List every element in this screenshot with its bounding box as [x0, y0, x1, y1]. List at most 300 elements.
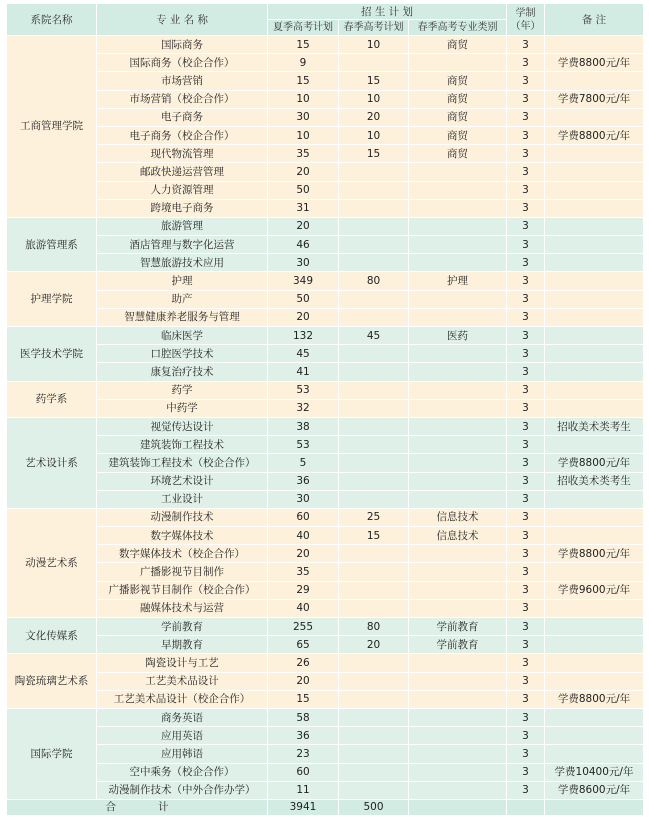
spring-category — [409, 581, 507, 599]
dept-name: 动漫艺术系 — [7, 508, 97, 617]
remark — [545, 108, 644, 126]
summer-plan: 60 — [268, 508, 339, 526]
spring-plan — [339, 54, 409, 72]
summer-plan: 20 — [268, 163, 339, 181]
study-years: 3 — [507, 327, 545, 345]
major-name: 广播影视节目制作 — [97, 563, 268, 581]
remark — [545, 327, 644, 345]
spring-category — [409, 745, 507, 763]
spring-plan — [339, 308, 409, 326]
spring-plan — [339, 454, 409, 472]
remark — [545, 217, 644, 235]
spring-plan — [339, 363, 409, 381]
remark — [545, 363, 644, 381]
spring-plan — [339, 563, 409, 581]
major-name: 人力资源管理 — [97, 181, 268, 199]
major-name: 邮政快递运营管理 — [97, 163, 268, 181]
major-name: 临床医学 — [97, 327, 268, 345]
study-years: 3 — [507, 745, 545, 763]
summer-plan: 65 — [268, 636, 339, 654]
table-row — [7, 745, 644, 763]
total-label: 合 计 — [7, 799, 268, 815]
summer-plan: 15 — [268, 36, 339, 54]
table-row — [7, 272, 644, 290]
summer-plan: 20 — [268, 672, 339, 690]
study-years: 3 — [507, 72, 545, 90]
table-row — [7, 527, 644, 545]
major-name: 陶瓷设计与工艺 — [97, 654, 268, 672]
table-row — [7, 636, 644, 654]
summer-plan: 255 — [268, 618, 339, 636]
table-row — [7, 145, 644, 163]
remark — [545, 745, 644, 763]
table-row — [7, 54, 644, 72]
table-row — [7, 163, 644, 181]
table-row — [7, 472, 644, 490]
spring-category — [409, 708, 507, 726]
table-row — [7, 199, 644, 217]
table-row — [7, 308, 644, 326]
table-row — [7, 436, 644, 454]
summer-plan: 40 — [268, 527, 339, 545]
spring-category: 商贸 — [409, 126, 507, 144]
spring-category — [409, 254, 507, 272]
major-name: 应用英语 — [97, 727, 268, 745]
study-years: 3 — [507, 436, 545, 454]
summer-plan: 10 — [268, 90, 339, 108]
study-years: 3 — [507, 781, 545, 799]
remark — [545, 272, 644, 290]
spring-category: 信息技术 — [409, 527, 507, 545]
header-spring-category: 春季高考专业类别 — [409, 20, 507, 36]
spring-plan — [339, 417, 409, 435]
spring-category — [409, 417, 507, 435]
summer-plan: 23 — [268, 745, 339, 763]
study-years: 3 — [507, 254, 545, 272]
study-years: 3 — [507, 145, 545, 163]
table-row — [7, 254, 644, 272]
remark: 学费8600元/年 — [545, 781, 644, 799]
table-row — [7, 454, 644, 472]
study-years: 3 — [507, 199, 545, 217]
table-row — [7, 563, 644, 581]
spring-plan: 15 — [339, 145, 409, 163]
spring-plan — [339, 399, 409, 417]
spring-plan — [339, 490, 409, 508]
study-years: 3 — [507, 345, 545, 363]
spring-plan — [339, 381, 409, 399]
table-body — [7, 36, 644, 800]
remark — [545, 199, 644, 217]
spring-plan: 25 — [339, 508, 409, 526]
header-plan: 招 生 计 划 — [268, 4, 507, 20]
study-years: 3 — [507, 618, 545, 636]
remark — [545, 618, 644, 636]
table-row — [7, 345, 644, 363]
study-years: 3 — [507, 381, 545, 399]
remark — [545, 145, 644, 163]
summer-plan: 53 — [268, 436, 339, 454]
dept-name: 艺术设计系 — [7, 417, 97, 508]
study-years: 3 — [507, 126, 545, 144]
major-name: 融媒体技术与运营 — [97, 599, 268, 617]
spring-plan: 10 — [339, 36, 409, 54]
remark — [545, 727, 644, 745]
spring-category — [409, 545, 507, 563]
table-row — [7, 90, 644, 108]
table-row — [7, 618, 644, 636]
major-name: 智慧旅游技术应用 — [97, 254, 268, 272]
spring-category: 学前教育 — [409, 636, 507, 654]
study-years: 3 — [507, 599, 545, 617]
major-name: 数字媒体技术 — [97, 527, 268, 545]
table-row — [7, 781, 644, 799]
major-name: 助产 — [97, 290, 268, 308]
spring-category — [409, 454, 507, 472]
spring-category — [409, 490, 507, 508]
major-name: 跨境电子商务 — [97, 199, 268, 217]
study-years: 3 — [507, 90, 545, 108]
remark — [545, 36, 644, 54]
spring-category — [409, 599, 507, 617]
remark — [545, 563, 644, 581]
study-years: 3 — [507, 581, 545, 599]
spring-plan — [339, 781, 409, 799]
spring-category: 信息技术 — [409, 508, 507, 526]
enrollment-plan-table — [6, 3, 644, 816]
major-name: 建筑装饰工程技术（校企合作） — [97, 454, 268, 472]
header-note: 备 注 — [545, 4, 644, 36]
spring-plan: 80 — [339, 272, 409, 290]
major-name: 康复治疗技术 — [97, 363, 268, 381]
major-name: 中药学 — [97, 399, 268, 417]
summer-plan: 30 — [268, 254, 339, 272]
spring-category — [409, 163, 507, 181]
study-years: 3 — [507, 563, 545, 581]
major-name: 环境艺术设计 — [97, 472, 268, 490]
summer-plan: 26 — [268, 654, 339, 672]
spring-plan — [339, 199, 409, 217]
spring-category — [409, 54, 507, 72]
remark — [545, 181, 644, 199]
study-years: 3 — [507, 108, 545, 126]
table-row — [7, 690, 644, 708]
spring-plan: 80 — [339, 618, 409, 636]
summer-plan: 20 — [268, 545, 339, 563]
summer-plan: 20 — [268, 217, 339, 235]
remark: 学费8800元/年 — [545, 126, 644, 144]
spring-category — [409, 199, 507, 217]
dept-name: 护理学院 — [7, 272, 97, 327]
study-years: 3 — [507, 272, 545, 290]
major-name: 工艺美术品设计 — [97, 672, 268, 690]
spring-plan — [339, 236, 409, 254]
spring-category — [409, 654, 507, 672]
spring-plan — [339, 599, 409, 617]
spring-category: 护理 — [409, 272, 507, 290]
remark — [545, 236, 644, 254]
study-years: 3 — [507, 472, 545, 490]
summer-plan: 30 — [268, 490, 339, 508]
major-name: 智慧健康养老服务与管理 — [97, 308, 268, 326]
remark: 学费10400元/年 — [545, 763, 644, 781]
total-empty — [507, 799, 545, 815]
table-row — [7, 290, 644, 308]
spring-plan — [339, 745, 409, 763]
summer-plan: 31 — [268, 199, 339, 217]
spring-category — [409, 290, 507, 308]
summer-plan: 41 — [268, 363, 339, 381]
remark — [545, 72, 644, 90]
major-name: 电子商务 — [97, 108, 268, 126]
table-row — [7, 72, 644, 90]
spring-plan — [339, 254, 409, 272]
major-name: 早期教育 — [97, 636, 268, 654]
major-name: 应用韩语 — [97, 745, 268, 763]
summer-plan: 45 — [268, 345, 339, 363]
study-years: 3 — [507, 399, 545, 417]
table-row — [7, 217, 644, 235]
study-years: 3 — [507, 490, 545, 508]
spring-category — [409, 472, 507, 490]
table-row — [7, 599, 644, 617]
total-row — [7, 799, 644, 815]
major-name: 广播影视节目制作（校企合作） — [97, 581, 268, 599]
spring-plan: 20 — [339, 636, 409, 654]
major-name: 市场营销（校企合作） — [97, 90, 268, 108]
spring-plan: 45 — [339, 327, 409, 345]
major-name: 酒店管理与数字化运营 — [97, 236, 268, 254]
summer-plan: 53 — [268, 381, 339, 399]
dept-name: 工商管理学院 — [7, 36, 97, 218]
summer-plan: 38 — [268, 417, 339, 435]
spring-plan — [339, 545, 409, 563]
table-footer — [7, 799, 644, 815]
spring-category: 医药 — [409, 327, 507, 345]
dept-name: 陶瓷琉璃艺术系 — [7, 654, 97, 709]
enrollment-plan-table-container — [6, 3, 643, 816]
study-years: 3 — [507, 163, 545, 181]
summer-plan: 20 — [268, 308, 339, 326]
spring-category: 商贸 — [409, 145, 507, 163]
spring-category: 商贸 — [409, 36, 507, 54]
major-name: 工艺美术品设计（校企合作） — [97, 690, 268, 708]
summer-plan: 50 — [268, 290, 339, 308]
remark — [545, 436, 644, 454]
header-dept: 系院名称 — [7, 4, 97, 36]
major-name: 电子商务（校企合作） — [97, 126, 268, 144]
spring-plan — [339, 472, 409, 490]
study-years: 3 — [507, 672, 545, 690]
table-row — [7, 417, 644, 435]
major-name: 旅游管理 — [97, 217, 268, 235]
table-row — [7, 727, 644, 745]
table-row — [7, 545, 644, 563]
major-name: 空中乘务（校企合作） — [97, 763, 268, 781]
study-years: 3 — [507, 454, 545, 472]
table-row — [7, 581, 644, 599]
spring-category — [409, 672, 507, 690]
remark — [545, 254, 644, 272]
header-summer: 夏季高考计划 — [268, 20, 339, 36]
spring-category — [409, 436, 507, 454]
spring-category: 商贸 — [409, 90, 507, 108]
remark: 学费8800元/年 — [545, 54, 644, 72]
spring-plan — [339, 581, 409, 599]
summer-plan: 60 — [268, 763, 339, 781]
table-row — [7, 126, 644, 144]
major-name: 数字媒体技术（校企合作） — [97, 545, 268, 563]
study-years: 3 — [507, 363, 545, 381]
study-years: 3 — [507, 708, 545, 726]
table-row — [7, 490, 644, 508]
spring-category: 商贸 — [409, 72, 507, 90]
spring-category — [409, 763, 507, 781]
summer-plan: 132 — [268, 327, 339, 345]
spring-plan — [339, 163, 409, 181]
summer-plan: 46 — [268, 236, 339, 254]
summer-plan: 36 — [268, 727, 339, 745]
summer-plan: 10 — [268, 126, 339, 144]
spring-plan — [339, 690, 409, 708]
study-years: 3 — [507, 36, 545, 54]
summer-plan: 5 — [268, 454, 339, 472]
remark — [545, 527, 644, 545]
remark — [545, 490, 644, 508]
major-name: 建筑装饰工程技术 — [97, 436, 268, 454]
spring-category — [409, 236, 507, 254]
major-name: 口腔医学技术 — [97, 345, 268, 363]
summer-plan: 15 — [268, 690, 339, 708]
table-row — [7, 708, 644, 726]
table-row — [7, 236, 644, 254]
remark — [545, 381, 644, 399]
table-row — [7, 672, 644, 690]
summer-plan: 15 — [268, 72, 339, 90]
study-years: 3 — [507, 508, 545, 526]
table-row — [7, 654, 644, 672]
spring-category — [409, 781, 507, 799]
dept-name: 药学系 — [7, 381, 97, 417]
major-name: 动漫制作技术（中外合作办学） — [97, 781, 268, 799]
study-years: 3 — [507, 181, 545, 199]
spring-category — [409, 345, 507, 363]
table-row — [7, 763, 644, 781]
summer-plan: 349 — [268, 272, 339, 290]
header-major: 专 业 名 称 — [97, 4, 268, 36]
major-name: 工业设计 — [97, 490, 268, 508]
study-years: 3 — [507, 290, 545, 308]
study-years: 3 — [507, 308, 545, 326]
dept-name: 国际学院 — [7, 708, 97, 799]
summer-plan: 36 — [268, 472, 339, 490]
spring-plan — [339, 708, 409, 726]
total-empty — [409, 799, 507, 815]
spring-category — [409, 727, 507, 745]
table-row — [7, 381, 644, 399]
remark — [545, 308, 644, 326]
summer-plan: 30 — [268, 108, 339, 126]
remark — [545, 290, 644, 308]
spring-category: 学前教育 — [409, 618, 507, 636]
total-summer: 3941 — [268, 799, 339, 815]
header-spring: 春季高考计划 — [339, 20, 409, 36]
remark — [545, 636, 644, 654]
summer-plan: 35 — [268, 563, 339, 581]
table-row — [7, 36, 644, 54]
spring-plan — [339, 763, 409, 781]
spring-plan: 20 — [339, 108, 409, 126]
study-years: 3 — [507, 545, 545, 563]
spring-category — [409, 181, 507, 199]
dept-name: 旅游管理系 — [7, 217, 97, 272]
spring-category — [409, 690, 507, 708]
major-name: 药学 — [97, 381, 268, 399]
spring-plan: 10 — [339, 126, 409, 144]
spring-category: 商贸 — [409, 108, 507, 126]
dept-name: 文化传媒系 — [7, 618, 97, 654]
remark — [545, 163, 644, 181]
major-name: 现代物流管理 — [97, 145, 268, 163]
remark: 招收美术类考生 — [545, 472, 644, 490]
summer-plan: 35 — [268, 145, 339, 163]
spring-plan — [339, 654, 409, 672]
summer-plan: 9 — [268, 54, 339, 72]
total-spring: 500 — [339, 799, 409, 815]
spring-category — [409, 399, 507, 417]
study-years: 3 — [507, 527, 545, 545]
remark — [545, 708, 644, 726]
spring-plan — [339, 672, 409, 690]
spring-category — [409, 381, 507, 399]
remark: 学费7800元/年 — [545, 90, 644, 108]
study-years: 3 — [507, 763, 545, 781]
table-row — [7, 108, 644, 126]
remark — [545, 508, 644, 526]
remark — [545, 345, 644, 363]
table-row — [7, 399, 644, 417]
major-name: 视觉传达设计 — [97, 417, 268, 435]
study-years: 3 — [507, 690, 545, 708]
remark: 学费8800元/年 — [545, 545, 644, 563]
study-years: 3 — [507, 636, 545, 654]
major-name: 动漫制作技术 — [97, 508, 268, 526]
table-row — [7, 508, 644, 526]
study-years: 3 — [507, 417, 545, 435]
remark: 学费8800元/年 — [545, 690, 644, 708]
remark — [545, 672, 644, 690]
spring-plan — [339, 217, 409, 235]
study-years: 3 — [507, 654, 545, 672]
spring-category — [409, 363, 507, 381]
major-name: 护理 — [97, 272, 268, 290]
remark: 学费9600元/年 — [545, 581, 644, 599]
major-name: 商务英语 — [97, 708, 268, 726]
major-name: 市场营销 — [97, 72, 268, 90]
remark — [545, 599, 644, 617]
summer-plan: 11 — [268, 781, 339, 799]
remark — [545, 399, 644, 417]
dept-name: 医学技术学院 — [7, 327, 97, 382]
remark: 招收美术类考生 — [545, 417, 644, 435]
spring-plan — [339, 727, 409, 745]
spring-plan — [339, 290, 409, 308]
summer-plan: 32 — [268, 399, 339, 417]
spring-plan — [339, 345, 409, 363]
summer-plan: 29 — [268, 581, 339, 599]
study-years: 3 — [507, 54, 545, 72]
spring-plan: 15 — [339, 72, 409, 90]
